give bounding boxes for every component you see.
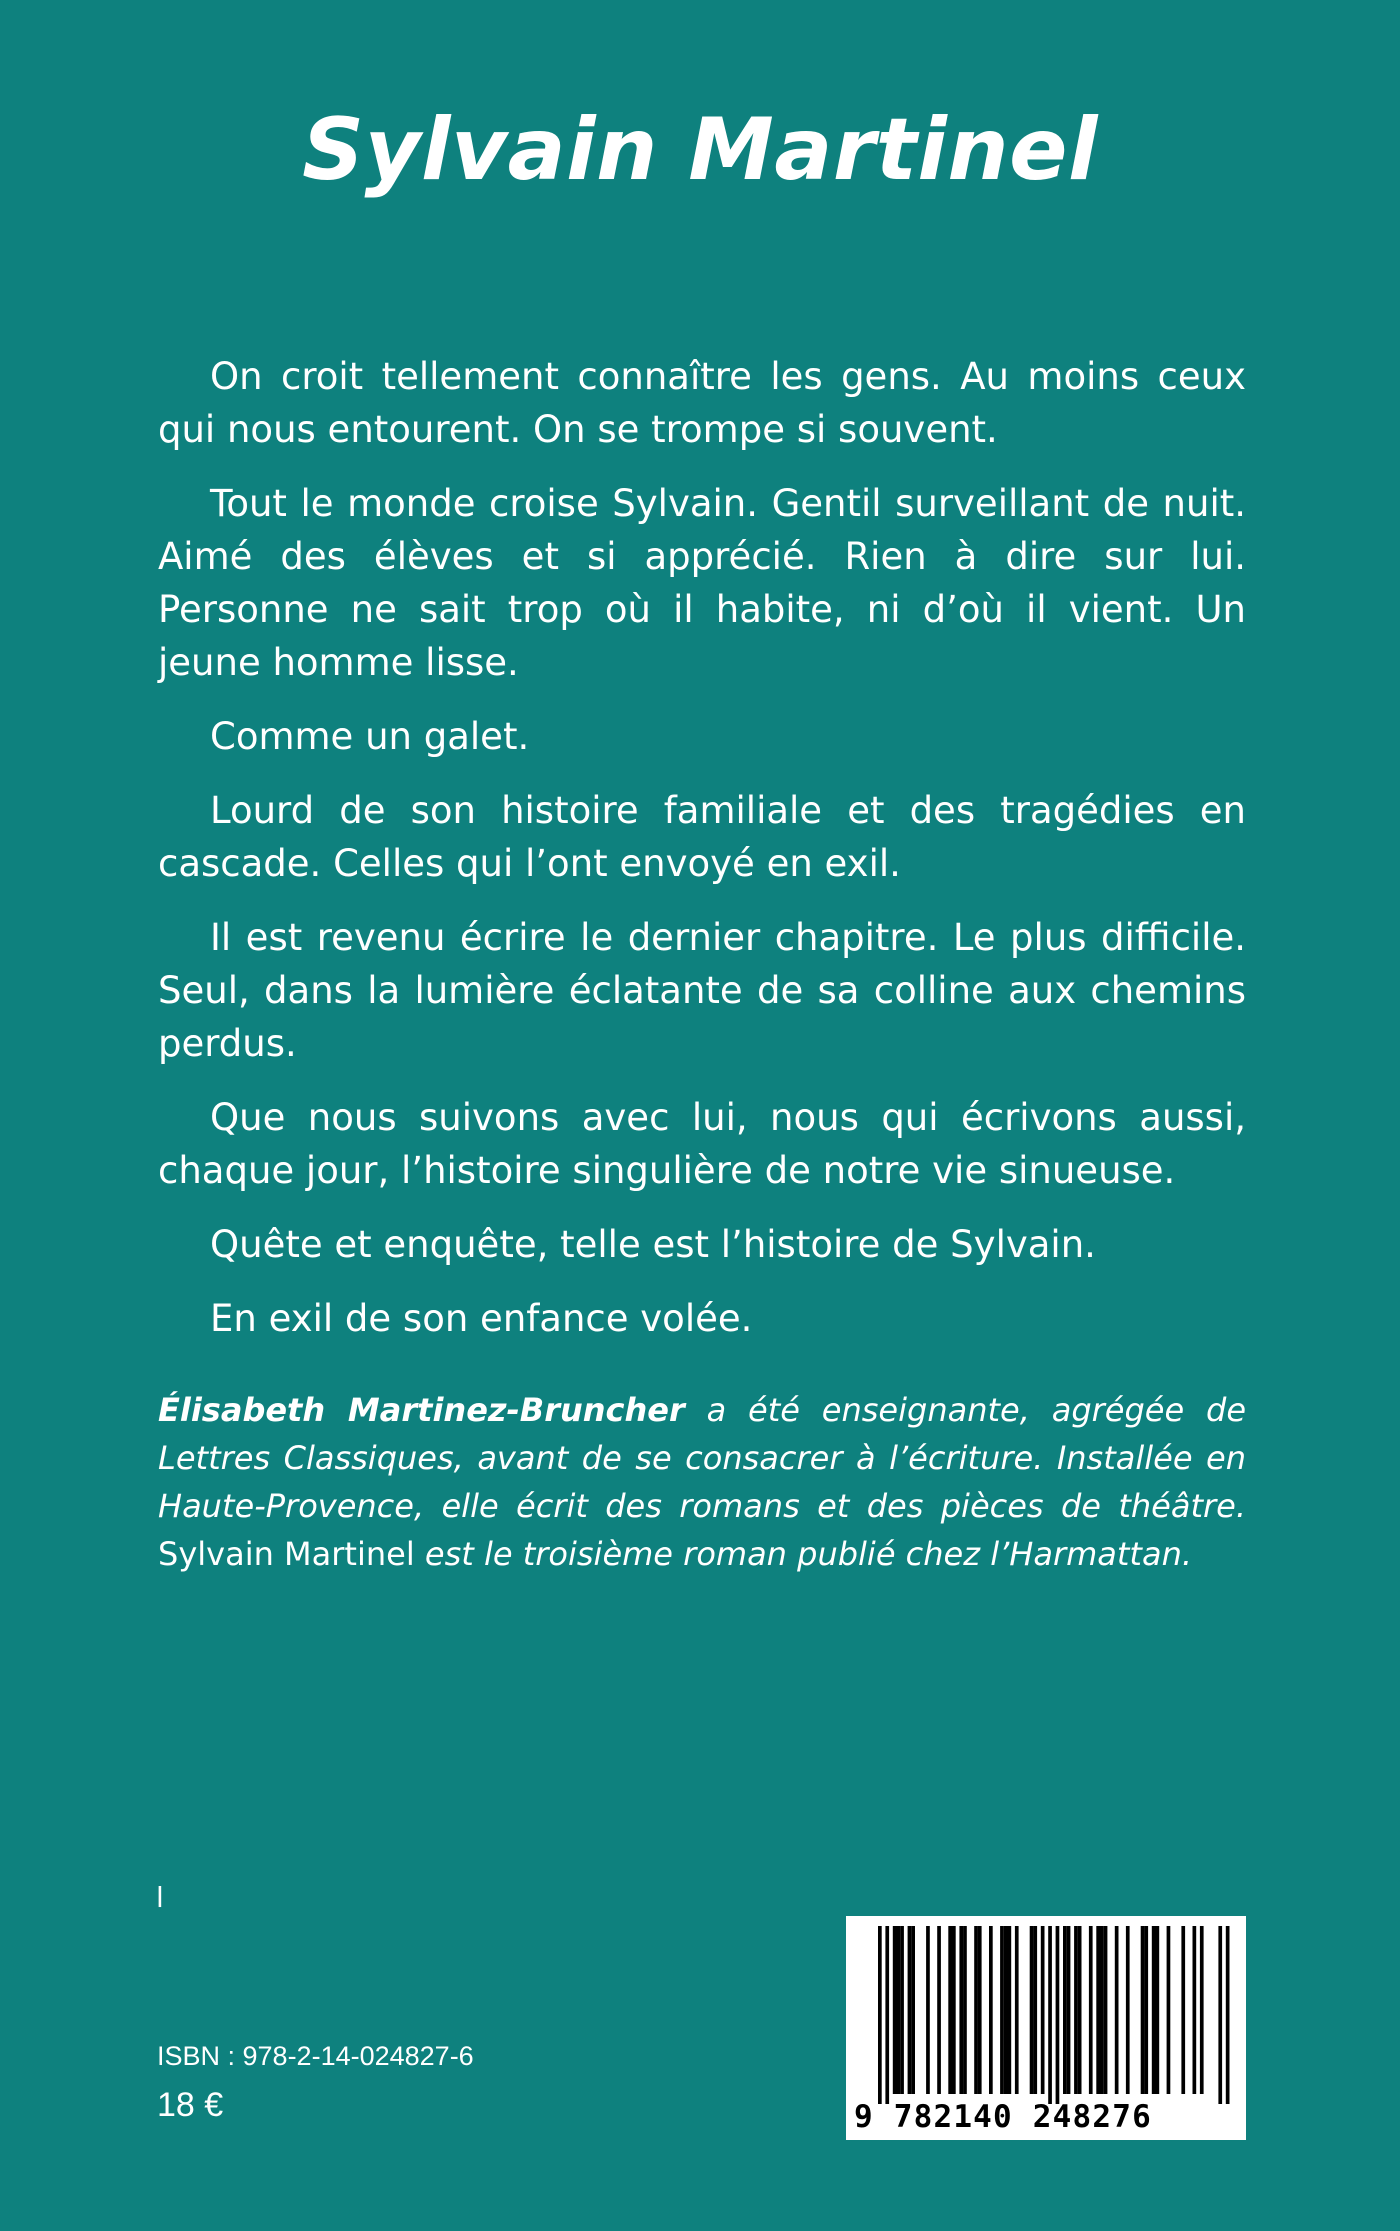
- blurb-paragraph: Tout le monde croise Sylvain. Gentil surveillant de nuit. Aimé des élèves et si apprécié. Rien à dire sur lui. Personne ne sait trop où il habite, ni d’où il vient. Un jeune homme lisse.: [158, 482, 1246, 684]
- barcode-bar: [878, 1926, 882, 2104]
- barcode-bar: [1193, 1926, 1197, 2094]
- barcode-bar: [1089, 1926, 1093, 2094]
- author-bio: [158, 1386, 1246, 1578]
- barcode-bar: [1096, 1926, 1100, 2094]
- barcode-bar: [1167, 1926, 1171, 2094]
- blurb-paragraph: Quête et enquête, telle est l’histoire de Sylvain.: [210, 1223, 1096, 1266]
- barcode-bar: [908, 1926, 912, 2094]
- barcode-bar: [900, 1926, 904, 2094]
- barcode-bar: [885, 1926, 889, 2104]
- barcode-bar: [897, 1926, 901, 2094]
- barcode-bar: [1004, 1926, 1008, 2094]
- blurb-paragraph: Que nous suivons avec lui, nous qui écrivons aussi, chaque jour, l’histoire singulière de notre vie sinueuse.: [158, 1096, 1246, 1192]
- barcode-bar: [1048, 1926, 1052, 2104]
- stray-mark: l: [156, 1881, 164, 1914]
- barcode-bar: [1008, 1926, 1012, 2094]
- barcode-bar: [1156, 1926, 1160, 2094]
- barcode-bar: [1144, 1926, 1148, 2094]
- blurb-paragraph: On croit tellement connaître les gens. Au moins ceux qui nous entourent. On se trompe si souvent.: [158, 355, 1246, 451]
- barcode-bar: [959, 1926, 963, 2094]
- barcode-bar: [1152, 1926, 1156, 2094]
- blurb-paragraph: Comme un galet.: [210, 715, 530, 758]
- bio-text: a été enseignante, agrégée de Lettres Classiques, avant de se consacrer à l’écriture. Installée en Haute-Provence, elle écrit des romans et des pièces de théâtre.: [158, 1391, 1246, 1525]
- barcode-bar: [978, 1926, 982, 2094]
- barcode-bar: [1126, 1926, 1130, 2094]
- barcode-bar: [1033, 1926, 1037, 2094]
- barcode-bar: [952, 1926, 956, 2094]
- barcode-bar: [1218, 1926, 1222, 2104]
- barcode-bar: [937, 1926, 941, 2094]
- back-cover-blurb: [158, 350, 1246, 1366]
- barcode-bar: [911, 1926, 915, 2094]
- barcode-bar: [1000, 1926, 1004, 2094]
- barcode-bar: [963, 1926, 967, 2094]
- bio-text-end: est le troisième roman publié chez l’Harmattan.: [414, 1535, 1193, 1573]
- barcode-bar: [948, 1926, 952, 2094]
- isbn-label: ISBN : 978-2-14-024827-6: [157, 2041, 474, 2071]
- barcode-bar: [926, 1926, 930, 2094]
- barcode-bar: [1141, 1926, 1145, 2094]
- author-name: Élisabeth Martinez-Bruncher: [158, 1391, 685, 1429]
- barcode-bar: [1074, 1926, 1078, 2094]
- barcode-bar: [1181, 1926, 1185, 2094]
- barcode-bar: [1115, 1926, 1119, 2094]
- barcode-bar: [989, 1926, 993, 2094]
- barcode-bar: [1041, 1926, 1045, 2094]
- barcode-bar: [1226, 1926, 1230, 2104]
- barcode-digits: 9 782140 248276: [854, 2099, 1152, 2135]
- barcode-bar: [1063, 1926, 1067, 2094]
- barcode-bar: [1056, 1926, 1060, 2104]
- barcode-bar: [1078, 1926, 1082, 2094]
- blurb-paragraph: En exil de son enfance volée.: [210, 1297, 753, 1340]
- barcode-bar: [1067, 1926, 1071, 2094]
- barcode-bar: [974, 1926, 978, 2094]
- price-label: 18 €: [157, 2086, 224, 2124]
- blurb-paragraph: Il est revenu écrire le dernier chapitre. Le plus difficile. Seul, dans la lumière éclatante de sa colline aux chemins perdus.: [158, 916, 1246, 1065]
- barcode-bar: [1104, 1926, 1108, 2094]
- barcode-bar: [1100, 1926, 1104, 2094]
- barcode: [846, 1916, 1246, 2140]
- bio-book-title: Sylvain Martinel: [158, 1535, 415, 1573]
- barcode-bar: [1015, 1926, 1019, 2094]
- blurb-paragraph: Lourd de son histoire familiale et des tragédies en cascade. Celles qui l’ont envoyé en exil.: [158, 789, 1246, 885]
- barcode-bar: [893, 1926, 897, 2094]
- book-title: Sylvain Martinel: [302, 100, 1098, 200]
- barcode-bar: [1200, 1926, 1204, 2094]
- barcode-bar: [1030, 1926, 1034, 2094]
